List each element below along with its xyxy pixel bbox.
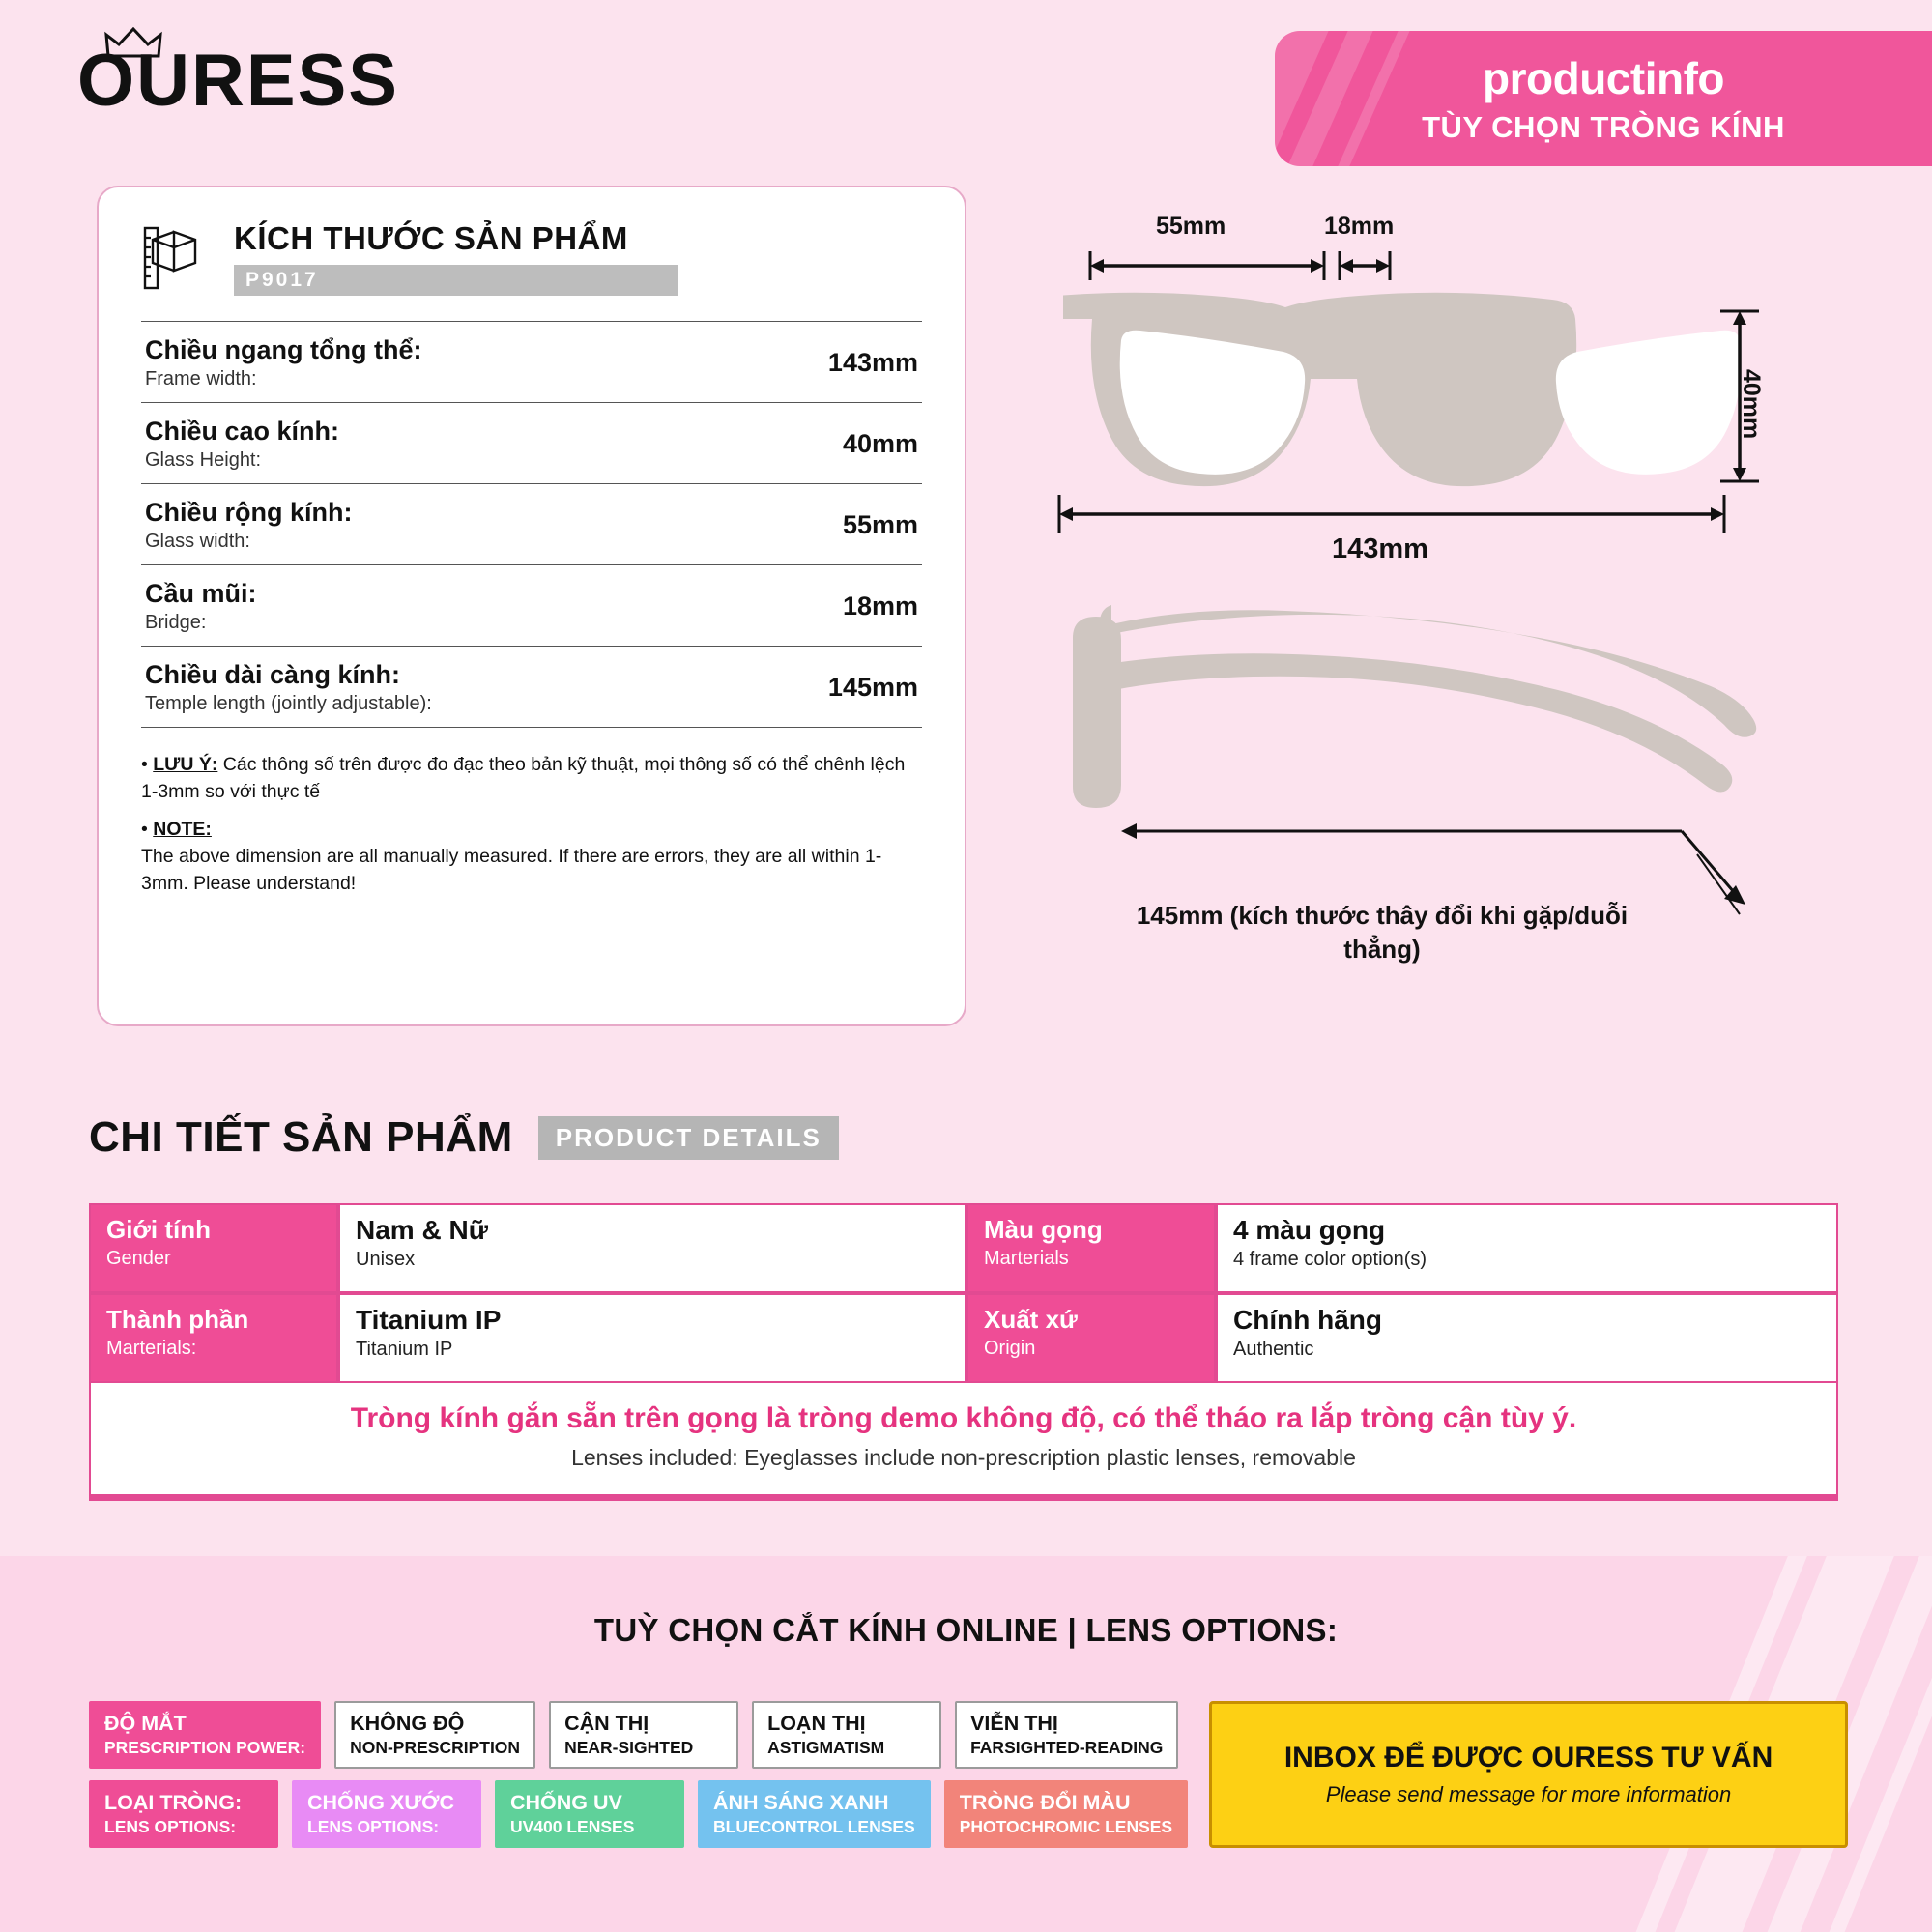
lens-options-row-2: [89, 1780, 1188, 1848]
option-label-en: ASTIGMATISM: [767, 1737, 885, 1757]
detail-key-en: Marterials:: [106, 1338, 197, 1359]
spec-list: [141, 321, 922, 728]
option-label-vn: CẬN THỊ: [564, 1712, 649, 1735]
option-label-en: PRESCRIPTION POWER:: [104, 1737, 306, 1757]
spec-label-en: Temple length (jointly adjustable):: [145, 693, 432, 714]
option-label-en: LENS OPTIONS:: [307, 1816, 440, 1836]
note-en-text: The above dimension are all manually measured. If there are errors, they are all within 1-3mm. Please understand!: [141, 845, 882, 895]
spec-label-vn: Chiều cao kính:: [145, 417, 340, 446]
spec-row: [141, 402, 922, 483]
detail-value-vn: 4 màu gọng: [1233, 1215, 1386, 1245]
size-card: [97, 186, 966, 1026]
option-label-vn: LOẠN THỊ: [767, 1712, 866, 1735]
spec-row: [141, 483, 922, 564]
banner-title-light: info: [1644, 53, 1724, 103]
lens-options-footer: [0, 1556, 1932, 1932]
lens-option-prescription-power[interactable]: [89, 1701, 321, 1769]
detail-value-en: Authentic: [1233, 1339, 1314, 1360]
product-code-badge: P9017: [234, 265, 678, 296]
spec-label-en: Frame width:: [145, 368, 257, 389]
dim-label-glass-width: 55mm: [1156, 213, 1226, 240]
product-details-title: CHI TIẾT SẢN PHẨM: [89, 1113, 513, 1161]
note-vn: • LƯU Ý: Các thông số trên được đo đạc theo bản kỹ thuật, mọi thông số có thể chênh lệch 1-3mm so với thực tế: [141, 754, 906, 803]
option-label-en: UV400 LENSES: [510, 1816, 635, 1836]
spec-label-vn: Chiều ngang tổng thể:: [145, 335, 422, 364]
banner-title: [1275, 52, 1932, 104]
table-row: [966, 1203, 1216, 1293]
spec-row: [141, 646, 922, 728]
detail-key-vn: Xuất xứ: [984, 1305, 1078, 1334]
option-label-en: FARSIGHTED-READING: [970, 1737, 1164, 1757]
note-en-label: NOTE:: [153, 818, 212, 840]
inbox-cta-en: Please send message for more information: [1325, 1781, 1732, 1806]
brand-name: OURESS: [77, 40, 399, 122]
product-details-subtitle: PRODUCT DETAILS: [538, 1116, 839, 1160]
product-details-header: [89, 1113, 839, 1162]
details-grid: [89, 1203, 1838, 1383]
spec-value: 18mm: [842, 591, 918, 620]
lens-options-wrap: [89, 1701, 1848, 1848]
lens-option-farsighted[interactable]: [955, 1701, 1178, 1769]
size-card-title: KÍCH THƯỚC SẢN PHẨM: [234, 220, 628, 256]
lens-note-en: Lenses included: Eyeglasses include non-prescription plastic lenses, removable: [571, 1445, 1356, 1470]
option-label-vn: TRÒNG ĐỔI MÀU: [959, 1790, 1131, 1814]
table-row: [338, 1203, 966, 1293]
option-label-en: BLUECONTROL LENSES: [713, 1816, 915, 1836]
detail-key-en: Origin: [984, 1338, 1036, 1359]
option-label-vn: CHỐNG UV: [510, 1790, 622, 1814]
option-label-vn: CHỐNG XƯỚC: [307, 1790, 455, 1814]
detail-value-vn: Nam & Nữ: [356, 1215, 488, 1245]
lens-note: [89, 1383, 1838, 1501]
brand-logo: [77, 39, 445, 123]
table-row: [1216, 1203, 1838, 1293]
note-en: • NOTE: The above dimension are all manually measured. If there are errors, they are all within 1-3mm. Please understand!: [141, 818, 882, 895]
detail-value-vn: Titanium IP: [356, 1305, 502, 1335]
option-label-en: LENS OPTIONS:: [104, 1816, 237, 1836]
spec-value: 55mm: [842, 510, 918, 539]
detail-value-en: Unisex: [356, 1249, 416, 1270]
note-vn-label: LƯU Ý:: [153, 754, 218, 775]
table-row: [89, 1293, 338, 1383]
table-row: [89, 1203, 338, 1293]
lens-options-row-1: [89, 1701, 1188, 1769]
lens-note-vn: Tròng kính gắn sẵn trên gọng là tròng demo không độ, có thể tháo ra lắp tròng cận tùy ý.: [350, 1402, 1577, 1434]
option-label-en: NON-PRESCRIPTION: [350, 1737, 521, 1757]
box-ruler-icon: [141, 222, 213, 294]
lens-option-non-prescription[interactable]: [334, 1701, 535, 1769]
option-label-en: PHOTOCHROMIC LENSES: [959, 1816, 1173, 1836]
dim-label-bridge: 18mm: [1324, 213, 1395, 240]
option-label-en: NEAR-SIGHTED: [564, 1737, 694, 1757]
product-details-table: [89, 1203, 1838, 1501]
inbox-cta[interactable]: [1209, 1701, 1848, 1848]
table-row: [338, 1293, 966, 1383]
spec-row: [141, 321, 922, 402]
option-label-vn: ÁNH SÁNG XANH: [713, 1790, 889, 1814]
spec-label-en: Bridge:: [145, 612, 207, 633]
lens-option-scratch-resistant[interactable]: [292, 1780, 481, 1848]
table-row: [1216, 1293, 1838, 1383]
banner-subtitle: TÙY CHỌN TRÒNG KÍNH: [1422, 110, 1785, 144]
notes-block: [141, 751, 922, 897]
detail-value-vn: Chính hãng: [1233, 1305, 1382, 1335]
lens-option-lens-type[interactable]: [89, 1780, 278, 1848]
table-row: [966, 1293, 1216, 1383]
lens-option-photochromic[interactable]: [944, 1780, 1188, 1848]
detail-key-en: Marterials: [984, 1248, 1069, 1269]
detail-key-vn: Thành phần: [106, 1305, 249, 1334]
option-label-vn: LOẠI TRÒNG:: [104, 1790, 243, 1814]
dim-label-frame-width: 143mm: [1332, 533, 1428, 564]
lens-option-blue-light[interactable]: [698, 1780, 931, 1848]
lens-option-astigmatism[interactable]: [752, 1701, 941, 1769]
note-vn-text: Các thông số trên được đo đạc theo bản kỹ thuật, mọi thông số có thể chênh lệch 1-3mm so với thực tế: [141, 754, 906, 803]
spec-value: 40mm: [842, 429, 918, 458]
detail-value-en: Titanium IP: [356, 1339, 453, 1360]
detail-key-en: Gender: [106, 1248, 171, 1269]
page-header: [0, 0, 1932, 193]
spec-value: 143mm: [827, 348, 918, 377]
detail-key-vn: Màu gọng: [984, 1215, 1103, 1244]
banner-title-bold: product: [1483, 53, 1645, 103]
product-info-banner: [1275, 31, 1932, 166]
dimension-diagram: [1005, 213, 1875, 1024]
size-card-header: [141, 220, 922, 296]
spec-value: 145mm: [827, 673, 918, 702]
footer-title: TUỲ CHỌN CẮT KÍNH ONLINE | LENS OPTIONS:: [593, 1612, 1339, 1648]
option-label-vn: VIỄN THỊ: [970, 1712, 1058, 1735]
option-label-vn: KHÔNG ĐỘ: [350, 1712, 465, 1735]
spec-label-vn: Chiều dài càng kính:: [145, 660, 401, 689]
spec-label-vn: Chiều rộng kính:: [145, 498, 353, 527]
dim-label-glass-height: 40mm: [1738, 369, 1765, 440]
spec-label-vn: Cầu mũi:: [145, 579, 257, 608]
side-dimension-note: 145mm (kích thước thây đổi khi gặp/duỗi thẳng): [1136, 901, 1629, 965]
crown-icon: [104, 27, 162, 69]
detail-value-en: 4 frame color option(s): [1233, 1249, 1427, 1270]
detail-key-vn: Giới tính: [106, 1215, 212, 1244]
lens-option-uv-protection[interactable]: [495, 1780, 684, 1848]
spec-row: [141, 564, 922, 646]
spec-label-en: Glass width:: [145, 531, 250, 552]
inbox-cta-vn: INBOX ĐỂ ĐƯỢC OURESS TƯ VẤN: [1283, 1741, 1773, 1773]
option-label-vn: ĐỘ MẮT: [104, 1712, 187, 1735]
lens-option-near-sighted[interactable]: [549, 1701, 738, 1769]
lens-options-grid: [89, 1701, 1188, 1848]
spec-label-en: Glass Height:: [145, 449, 262, 471]
